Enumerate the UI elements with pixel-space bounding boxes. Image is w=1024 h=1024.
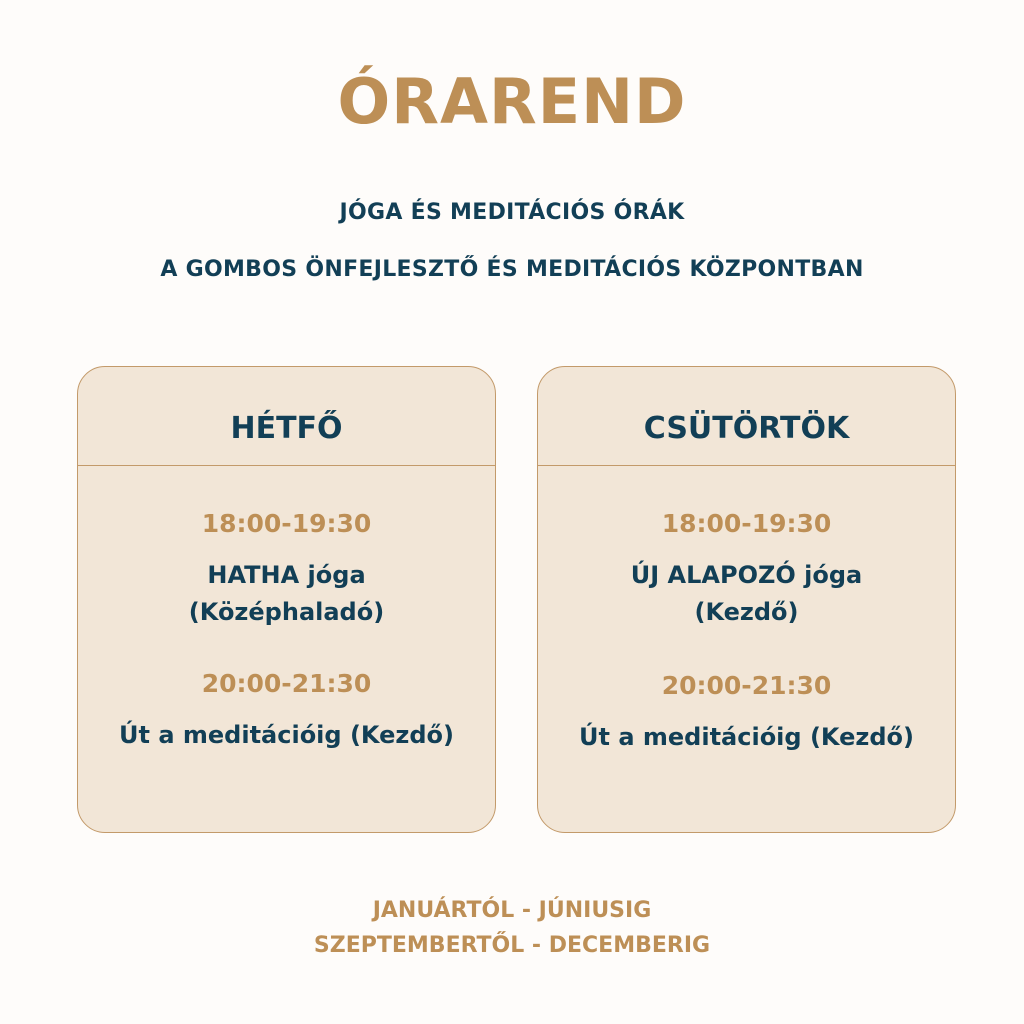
period-line-1: JANUÁRTÓL - JÚNIUSIG: [372, 898, 652, 923]
schedule-card-thursday: [537, 366, 956, 833]
slot-class-name: ÚJ ALAPOZÓ jóga: [630, 561, 863, 589]
slot-class-level: (Kezdő): [694, 598, 799, 626]
slot-time: 20:00-21:30: [661, 671, 832, 700]
slot-time: 18:00-19:30: [201, 509, 372, 538]
period-line-2: SZEPTEMBERTŐL - DECEMBERIG: [313, 933, 711, 958]
slot-class-level: (Középhaladó): [188, 598, 385, 626]
day-header-monday: HÉTFŐ: [78, 367, 495, 466]
slot-class-name: Út a meditációig (Kezdő): [579, 723, 914, 751]
subtitle-line-2: A GOMBOS ÖNFEJLESZTŐ ÉS MEDITÁCIÓS KÖZPONTBAN: [160, 257, 864, 282]
slot-class-name: HATHA jóga: [207, 561, 366, 589]
slot-time: 20:00-21:30: [201, 669, 372, 698]
schedule-card-monday: [77, 366, 496, 833]
page-title: ÓRAREND: [337, 65, 687, 138]
day-header-thursday: CSÜTÖRTÖK: [538, 367, 955, 466]
slot-class-name: Út a meditációig (Kezdő): [119, 721, 454, 749]
subtitle-line-1: JÓGA ÉS MEDITÁCIÓS ÓRÁK: [339, 200, 685, 225]
slot-time: 18:00-19:30: [661, 509, 832, 538]
